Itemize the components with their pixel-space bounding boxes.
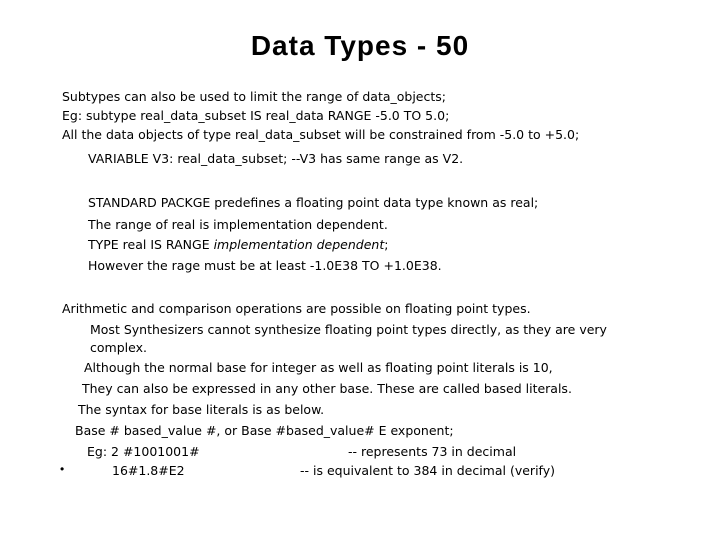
text-line: They can also be expressed in any other base. These are called based literals. (82, 381, 572, 396)
text-line: Base # based_value #, or Base #based_value# E exponent; (75, 423, 454, 438)
text-line: The range of real is implementation dependent. (88, 217, 388, 232)
text-line (88, 236, 388, 254)
text-line: -- represents 73 in decimal (348, 444, 517, 459)
text-line: Eg: 2 #1001001# (87, 444, 200, 459)
code-text: ; (384, 237, 389, 252)
text-line: However the rage must be at least -1.0E38 TO +1.0E38. (88, 258, 442, 273)
text-line: All the data objects of type real_data_subset will be constrained from -5.0 to +5.0; (62, 127, 580, 142)
text-line: Eg: subtype real_data_subset IS real_data RANGE -5.0 TO 5.0; (62, 108, 450, 123)
text-line: 16#1.8#E2 (112, 463, 185, 478)
text-line: VARIABLE V3: real_data_subset; --V3 has same range as V2. (88, 151, 464, 166)
text-line: Subtypes can also be used to limit the range of data_objects; (62, 89, 446, 104)
bullet-icon: • (60, 462, 65, 476)
text-line: complex. (90, 340, 147, 355)
text-line: STANDARD PACKGE predefines a floating point data type known as real; (88, 195, 539, 210)
code-text: TYPE real IS RANGE (88, 237, 214, 252)
text-line: The syntax for base literals is as below. (78, 402, 325, 417)
text-line: Although the normal base for integer as well as floating point literals is 10, (84, 360, 553, 375)
text-line: -- is equivalent to 384 in decimal (verify) (300, 463, 555, 478)
slide-title: Data Types - 50 (250, 30, 470, 61)
italic-text: implementation dependent (213, 237, 385, 252)
text-line: Arithmetic and comparison operations are possible on floating point types. (62, 301, 531, 316)
text-line: Most Synthesizers cannot synthesize floating point types directly, as they are very (90, 322, 607, 337)
